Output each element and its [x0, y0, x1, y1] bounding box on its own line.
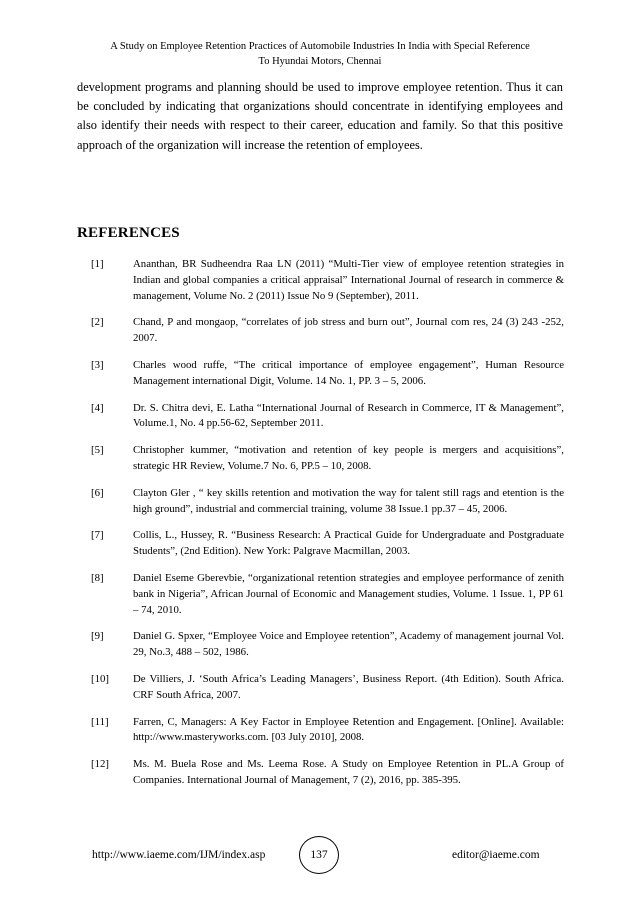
reference-number: [2]: [91, 316, 104, 329]
journal-url-link[interactable]: http://www.iaeme.com/IJM/index.asp: [92, 849, 266, 861]
reference-number: [6]: [91, 486, 104, 499]
reference-number: [3]: [91, 358, 104, 371]
reference-text: Farren, C, Managers: A Key Factor in Employee Retention and Engagement. [Online]. Available: http://www.masteryworks.com. [03 July 2010], 2008.: [133, 715, 564, 744]
header-line-1: A Study on Employee Retention Practices of Automobile Industries In India with Special Reference: [110, 41, 530, 52]
reference-text: Clayton Gler , “ key skills retention and motivation the way for talent still rags and etention is the high ground”, industrial and commercial training, volume 38 Issue.1 pp.37 – 45, 2006.: [133, 486, 564, 515]
reference-text: Ananthan, BR Sudheendra Raa LN (2011) “Multi-Tier view of employee retention strategies in Indian and global companies a critical appraisal” International Journal of research in commerce & management, Volume No. 2 (2011) Issue No 9 (September), 2011.: [133, 258, 564, 302]
reference-text: Collis, L., Hussey, R. “Business Research: A Practical Guide for Undergraduate and Postgraduate Students”, (2nd Edition). New York: Palgrave Macmillan, 2003.: [133, 529, 564, 558]
reference-item: [91, 715, 564, 747]
reference-item: [91, 672, 564, 704]
reference-text: Charles wood ruffe, “The critical importance of employee engagement”, Human Resource Management international Digit, Volume. 14 No. 1, PP. 3 – 5, 2006.: [133, 358, 564, 387]
reference-item: [91, 315, 564, 347]
editor-email-link[interactable]: editor@iaeme.com: [452, 849, 540, 861]
reference-number: [9]: [91, 630, 104, 643]
reference-text: Christopher kummer, “motivation and retention of key people is mergers and acquisitions”, strategic HR Review, Volume.7 No. 6, PP.5 – 10, 2008.: [133, 444, 564, 472]
reference-item: [91, 571, 564, 618]
reference-text: Ms. M. Buela Rose and Ms. Leema Rose. A Study on Employee Retention in PL.A Group of Companies. International Journal of Management, 7 (2), 2016, pp. 385-395.: [133, 758, 564, 786]
intro-paragraph: development programs and planning should be used to improve employee retention. Thus it can be concluded by indicating that organizations should concentrate in identifying employees and also identify their needs with respect to their career, education and family. So that this positive approach of the organization will increase the retention of employees.: [77, 80, 563, 152]
reference-item: [91, 443, 564, 475]
references-heading: REFERENCES: [77, 225, 180, 241]
reference-list: [91, 257, 564, 800]
reference-text: Dr. S. Chitra devi, E. Latha “International Journal of Research in Commerce, IT & Management”, Volume.1, No. 4 pp.56-62, September 2011.: [133, 401, 564, 430]
header-line-2: To Hyundai Motors, Chennai: [258, 56, 382, 67]
reference-item: [91, 358, 564, 390]
reference-number: [10]: [91, 672, 109, 685]
reference-number: [4]: [91, 401, 104, 414]
reference-number: [8]: [91, 571, 104, 584]
reference-text: Daniel G. Spxer, “Employee Voice and Employee retention”, Academy of management journal Vol. 29, No.3, 488 – 502, 1986.: [133, 630, 564, 659]
reference-text: Chand, P and mongaop, “correlates of job stress and burn out”, Journal com res, 24 (3) 243 -252, 2007.: [133, 316, 564, 345]
reference-item: [91, 401, 564, 433]
reference-item: [91, 257, 564, 304]
reference-number: [5]: [91, 444, 104, 457]
reference-text: Daniel Eseme Gberevbie, “organizational retention strategies and employee performance of zenith bank in Nigeria”, African Journal of Economic and Management studies, Volume. 1 Issue. 1, PP 61 – 74, 2010.: [133, 571, 564, 616]
reference-text: De Villiers, J. ‘South Africa’s Leading Managers’, Business Report. (4th Edition). South Africa. CRF South Africa, 2007.: [133, 672, 564, 701]
reference-item: [91, 486, 564, 518]
page-number: 137: [299, 836, 339, 874]
reference-item: [91, 528, 564, 560]
reference-number: [7]: [91, 529, 104, 542]
reference-item: [91, 629, 564, 661]
reference-number: [12]: [91, 758, 109, 771]
reference-item: [91, 757, 564, 789]
reference-number: [11]: [91, 715, 109, 728]
running-header: [70, 39, 570, 69]
reference-number: [1]: [91, 258, 104, 270]
